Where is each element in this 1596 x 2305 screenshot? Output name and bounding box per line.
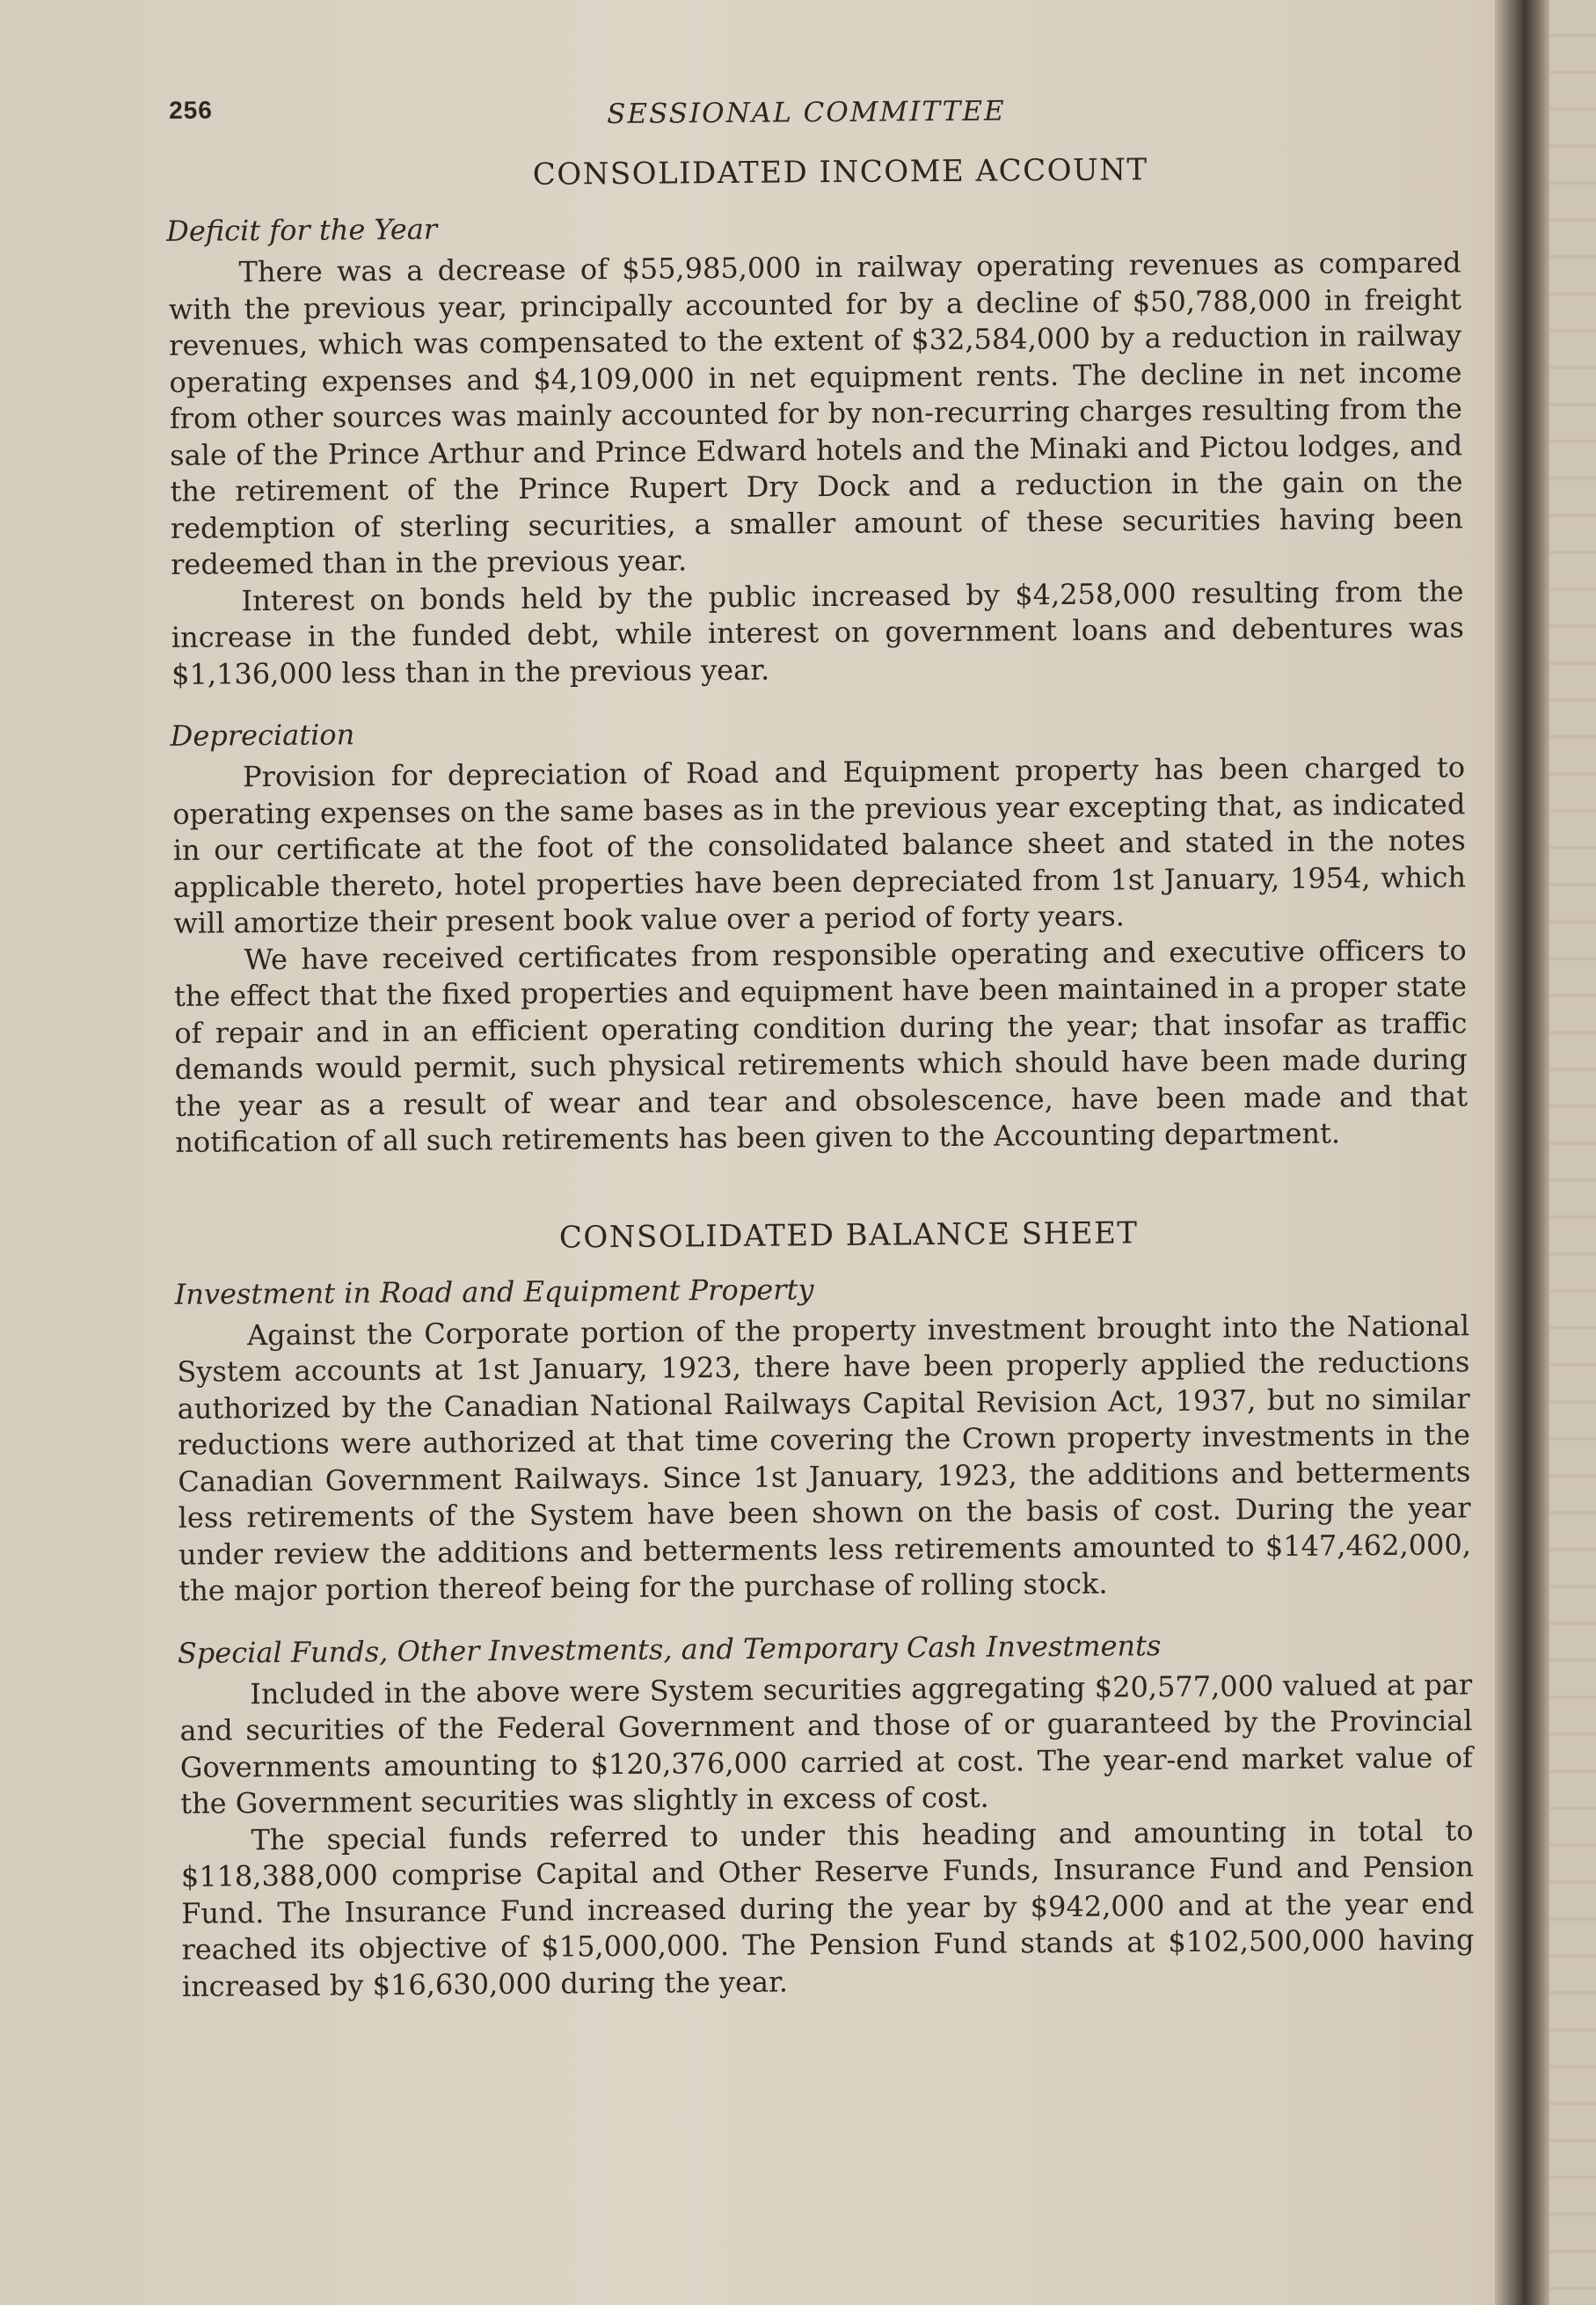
income-account-title: CONSOLIDATED INCOME ACCOUNT — [532, 152, 1148, 193]
deficit-paragraph-2: Interest on bonds held by the public increased by $4,258,000 resulting from the increase in the funded debt, while interest on government loans and debentures was $1,136,000 less than in the previous year. — [171, 573, 1464, 691]
running-head — [158, 86, 1468, 139]
special-funds-heading: Special Funds, Other Investments, and Temporary Cash Investments — [177, 1628, 1162, 1670]
page-text — [158, 86, 1483, 2005]
adjacent-page-edge — [1549, 0, 1596, 2305]
depreciation-paragraph-1: Provision for depreciation of Road and Equipment property has been charged to operating expenses on the same bases as in the previous year excepting that, as indicated in our certificate at the foot of the consolidated balance sheet and stated in the notes applicable thereto, hotel properties have been depreciated from 1st January, 1954, which will amortize their present book value over a period of forty years. — [172, 750, 1467, 940]
running-title: SESSIONAL COMMITTEE — [607, 95, 1006, 130]
special-funds-paragraph-1: Included in the above were System securities aggregating $20,577,000 valued at par and securities of the Federal Government and those of or guaranteed by the Provincial Governments amounting to $120,376,000 carried at cost. The year-end market value of the Government securities was slightly in excess of cost. — [179, 1667, 1474, 1820]
depreciation-paragraph-2: We have received certificates from responsible operating and executive officers to the effect that the fixed properties and equipment have been maintained in a proper state of repair and in an efficient operating condition during the year; that insofar as traffic demands would permit, such physical retirements which should have been made during the year as a result of wear and tear and obsolescence, have been made and that notification of all such retirements has been given to the Accounting department. — [173, 932, 1468, 1159]
investment-heading: Investment in Road and Equipment Property — [174, 1272, 814, 1311]
book-spine-gutter — [1495, 0, 1549, 2305]
special-funds-paragraph-2: The special funds referred to under this heading and amounting in total to $118,388,000 comprise Capital and Other Reserve Funds, Insurance Fund and Pension Fund. The Insurance Fund increased during the year by $942,000 and at the year end reached its objective of $15,000,000. The Pension Fund stands at $102,500,000 having increased by $16,630,000 during the year. — [180, 1813, 1475, 2003]
deficit-heading: Deficit for the Year — [166, 212, 438, 248]
balance-sheet-title: CONSOLIDATED BALANCE SHEET — [558, 1215, 1139, 1255]
page-number: 256 — [168, 96, 213, 124]
depreciation-heading: Depreciation — [170, 718, 355, 753]
deficit-paragraph-1: There was a decrease of $55,985,000 in railway operating revenues as compared with the previous year, principally accounted for by a decline of $50,788,000 in freight revenues, which was compensated to the extent of $32,584,000 by a reduction in railway operating expenses and $4,109,000 in net equipment rents. The decline in net income from other sources was mainly accounted for by non-recurring charges resulting from the sale of the Prince Arthur and Prince Edward hotels and the Minaki and Pictou lodges, and the retirement of the Prince Rupert Dry Dock and a reduction in the gain on the redemption of sterling securities, a smaller amount of these securities having been redeemed than in the previous year. — [168, 245, 1463, 581]
investment-paragraph-1: Against the Corporate portion of the property investment brought into the National System accounts at 1st January, 1923, there have been properly applied the reductions authorized by the Canadian National Railways Capital Revision Act, 1937, but no similar reductions were authorized at that time covering the Crown property investments in the Canadian Government Railways. Since 1st January, 1923, the additions and betterments less retirements of the System have been shown on the basis of cost. During the year under review the additions and betterments less retirements amounted to $147,462,000, the major portion thereof being for the purchase of rolling stock. — [177, 1308, 1472, 1608]
